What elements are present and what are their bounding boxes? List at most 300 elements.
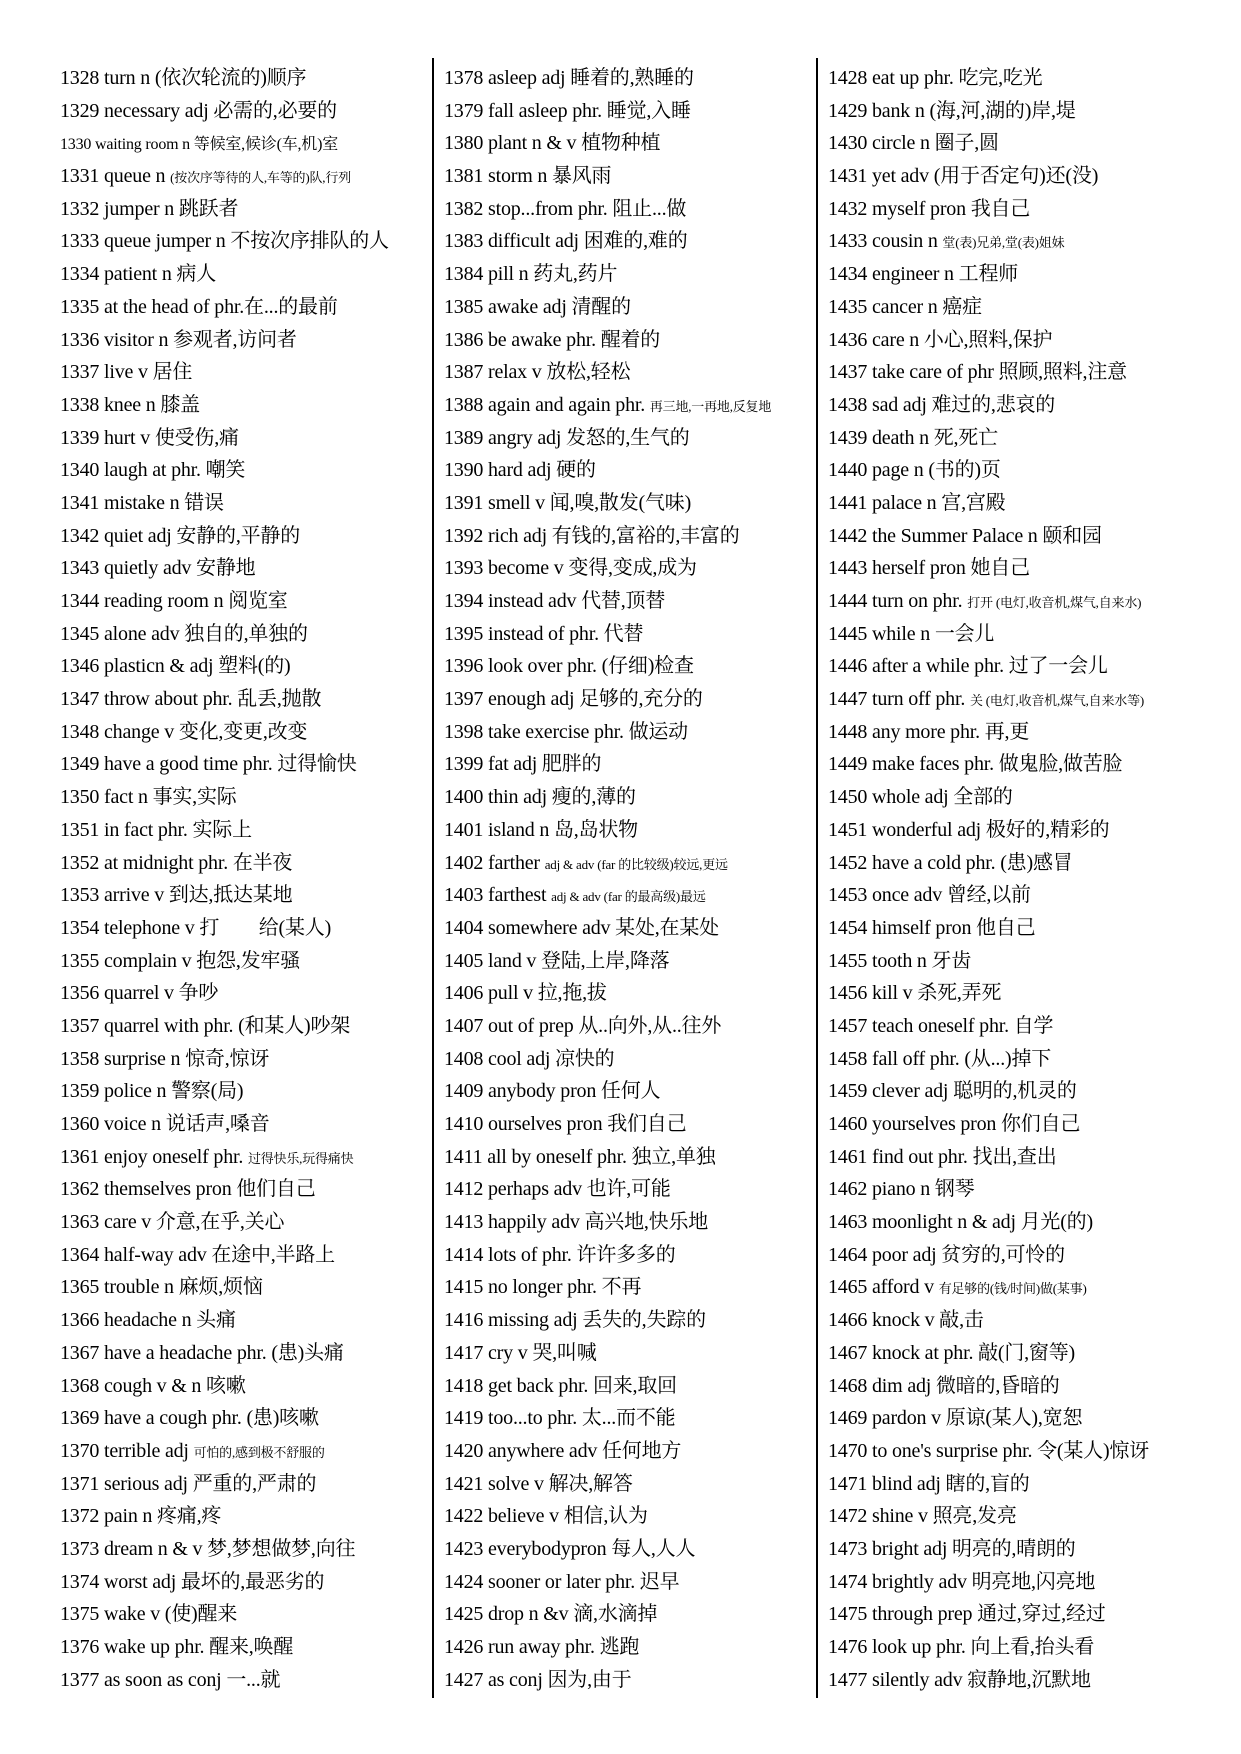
- vocab-entry: [444, 1010, 824, 1043]
- vocab-entry-text: 1419 too...to phr. 太...而不能: [444, 1407, 676, 1430]
- vocab-entry: [444, 127, 824, 160]
- vocab-column-1: [60, 62, 440, 1696]
- vocab-entry: [444, 291, 824, 324]
- vocab-entry: [60, 814, 440, 847]
- vocab-entry-text: 1406 pull v 拉,拖,拔: [444, 982, 607, 1005]
- vocab-entry: [828, 1500, 1208, 1533]
- vocab-entry: [828, 160, 1208, 193]
- vocab-entry: [60, 879, 440, 912]
- vocab-entry-text: 1329 necessary adj 必需的,必要的: [60, 99, 337, 122]
- vocab-entry: [444, 1435, 824, 1468]
- vocab-entry: [60, 1271, 440, 1304]
- vocab-entry: [444, 225, 824, 258]
- vocab-entry-text: 1359 police n 警察(局): [60, 1080, 244, 1103]
- vocab-entry: [444, 1075, 824, 1108]
- vocab-entry-text: 1332 jumper n 跳跃者: [60, 197, 239, 220]
- vocab-entry-text: 1457 teach oneself phr. 自学: [828, 1014, 1054, 1037]
- vocab-entry: [828, 1631, 1208, 1664]
- vocab-entry-text: 1464 poor adj 贫穷的,可怜的: [828, 1243, 1065, 1266]
- vocab-entry: [60, 1141, 440, 1174]
- vocab-entry: [60, 683, 440, 716]
- vocab-entry-text: 1418 get back phr. 回来,取回: [444, 1374, 677, 1397]
- vocab-entry-text: 1394 instead adv 代替,顶替: [444, 590, 666, 612]
- vocab-entry-text: 1356 quarrel v 争吵: [60, 982, 219, 1005]
- vocab-entry-text: 1458 fall off phr. (从...)掉下: [828, 1047, 1052, 1070]
- vocab-entry-text: 1376 wake up phr. 醒来,唤醒: [60, 1636, 294, 1658]
- vocab-entry-text: 1337 live v 居住: [60, 361, 193, 384]
- vocab-entry: [828, 258, 1208, 291]
- vocab-entry-text: 1366 headache n 头痛: [60, 1309, 236, 1332]
- vocab-entry-text: 1347 throw about phr. 乱丢,抛散: [60, 688, 322, 711]
- vocab-entry: [60, 1304, 440, 1337]
- vocab-entry: [828, 193, 1208, 226]
- vocab-entry-text: 1351 in fact phr. 实际上: [60, 818, 252, 841]
- vocab-entry: [444, 1533, 824, 1566]
- vocab-entry: [444, 1173, 824, 1206]
- vocab-entry: [444, 1141, 824, 1174]
- vocab-entry: [60, 585, 440, 618]
- vocab-entry: [60, 225, 440, 258]
- vocab-entry: [60, 258, 440, 291]
- vocab-entry: [60, 1239, 440, 1272]
- vocab-entry-text: 1416 missing adj 丢失的,失踪的: [444, 1309, 706, 1332]
- vocab-entry: [444, 618, 824, 651]
- vocab-entry-text: 1345 alone adv 独自的,单独的: [60, 622, 308, 645]
- vocab-entry: [828, 1173, 1208, 1206]
- vocab-entry: [60, 716, 440, 749]
- vocab-entry: [60, 748, 440, 781]
- vocab-entry-text: 1358 surprise n 惊奇,惊讶: [60, 1047, 270, 1070]
- vocab-entry-text: 1377 as soon as conj 一...就: [60, 1668, 281, 1691]
- vocab-entry: [444, 683, 824, 716]
- vocab-entry-text: 1374 worst adj 最坏的,最恶劣的: [60, 1570, 325, 1593]
- vocab-entry: [60, 1043, 440, 1076]
- vocab-entry-text: 1443 herself pron 她自己: [828, 557, 1030, 580]
- vocab-entry-text: 1437 take care of phr 照顾,照料,注意: [828, 361, 1127, 384]
- vocab-entry-text: 1335 at the head of phr.在...的最前: [60, 295, 338, 318]
- vocab-entry-text: 1431 yet adv (用于否定句)还(没): [828, 165, 1099, 188]
- vocab-entry-text: 1360 voice n 说话声,嗓音: [60, 1113, 270, 1135]
- vocab-entry: [444, 160, 824, 193]
- vocab-entry-text: 1444 turn on phr.: [828, 590, 968, 612]
- vocab-entry-text: 1397 enough adj 足够的,充分的: [444, 688, 703, 711]
- vocab-entry: [444, 324, 824, 357]
- vocab-entry-text: 1363 care v 介意,在乎,关心: [60, 1211, 285, 1234]
- vocab-entry-text: 1411 all by oneself phr. 独立,单独: [444, 1145, 716, 1168]
- vocab-entry-text: 1355 complain v 抱怨,发牢骚: [60, 949, 301, 972]
- vocab-entry: [828, 454, 1208, 487]
- vocab-entry-text: 1399 fat adj 肥胖的: [444, 753, 602, 776]
- vocab-entry-text: 1432 myself pron 我自己: [828, 197, 1031, 220]
- vocab-entry-text: 1442 the Summer Palace n 颐和园: [828, 524, 1102, 547]
- vocab-entry-text: 1331 queue n: [60, 165, 171, 188]
- vocab-entry-text: 1368 cough v & n 咳嗽: [60, 1374, 246, 1397]
- vocab-entry-text: 1390 hard adj 硬的: [444, 459, 596, 482]
- vocab-entry: [60, 160, 440, 193]
- vocab-entry-text: 1342 quiet adj 安静的,平静的: [60, 524, 301, 547]
- vocab-entry-text: 1348 change v 变化,变更,改变: [60, 720, 308, 743]
- vocab-entry: [828, 1402, 1208, 1435]
- vocab-entry-text: 1423 everybodypron 每人,人人: [444, 1537, 696, 1560]
- vocab-entry-text: 1466 knock v 敲,击: [828, 1309, 984, 1332]
- vocab-entry: [444, 1402, 824, 1435]
- vocab-entry: [444, 95, 824, 128]
- vocab-entry-text: 1384 pill n 药丸,药片: [444, 263, 618, 286]
- vocab-entry: [60, 650, 440, 683]
- vocab-entry-text: 1392 rich adj 有钱的,富裕的,丰富的: [444, 524, 740, 547]
- vocab-entry-text: 1402 farther: [444, 851, 545, 874]
- vocab-entry: [444, 847, 824, 880]
- vocab-entry: [60, 912, 440, 945]
- vocab-entry-text: 1379 fall asleep phr. 睡觉,入睡: [444, 99, 691, 122]
- vocab-entry-text: 1398 take exercise phr. 做运动: [444, 720, 688, 743]
- vocab-entry-text: 1449 make faces phr. 做鬼脸,做苦脸: [828, 753, 1123, 776]
- vocab-entry-text: 1429 bank n (海,河,湖的)岸,堤: [828, 99, 1076, 122]
- vocab-entry-text: 1404 somewhere adv 某处,在某处: [444, 916, 719, 939]
- vocab-entry: [444, 487, 824, 520]
- vocab-entry-text: 1350 fact n 事实,实际: [60, 786, 237, 809]
- vocab-entry-text: 1389 angry adj 发怒的,生气的: [444, 426, 690, 449]
- vocab-entry: [444, 977, 824, 1010]
- vocab-entry: [444, 193, 824, 226]
- vocab-entry-text: 1354 telephone v 打 给(某人): [60, 916, 332, 939]
- vocab-entry: [828, 1271, 1208, 1304]
- vocab-entry-text: 1430 circle n 圈子,圆: [828, 132, 999, 155]
- vocab-entry: [828, 1337, 1208, 1370]
- vocab-entry: [60, 1631, 440, 1664]
- vocab-entry: [444, 454, 824, 487]
- vocab-entry-text: 1334 patient n 病人: [60, 263, 217, 286]
- vocab-entry: [444, 520, 824, 553]
- vocab-entry: [60, 618, 440, 651]
- vocab-entry-text: 1433 cousin n: [828, 230, 943, 253]
- vocab-entry: [444, 814, 824, 847]
- vocab-entry: [444, 1108, 824, 1141]
- vocab-entry-text: 1409 anybody pron 任何人: [444, 1080, 661, 1103]
- vocab-entry-text: 1403 farthest: [444, 884, 552, 907]
- vocab-entry: [828, 1533, 1208, 1566]
- vocab-entry: [60, 127, 440, 160]
- vocab-entry-text: 1343 quietly adv 安静地: [60, 557, 256, 580]
- vocab-entry-text: 1440 page n (书的)页: [828, 459, 1001, 482]
- vocab-entry-text: 1450 whole adj 全部的: [828, 786, 1013, 809]
- vocab-entry: [828, 879, 1208, 912]
- vocab-entry-text: 1445 while n 一会儿: [828, 622, 995, 645]
- vocab-entry-text: 1352 at midnight phr. 在半夜: [60, 851, 293, 874]
- vocab-entry: [444, 1206, 824, 1239]
- vocab-entry-text: 1465 afford v: [828, 1276, 939, 1299]
- vocab-entry: [60, 1337, 440, 1370]
- vocab-entry-text: 1421 solve v 解决,解答: [444, 1472, 633, 1495]
- vocab-entry-text: 1475 through prep 通过,穿过,经过: [828, 1603, 1106, 1626]
- vocab-entry-text: 1425 drop n &v 滴,水滴掉: [444, 1603, 658, 1626]
- vocab-entry: [828, 1370, 1208, 1403]
- vocab-entry: [444, 1468, 824, 1501]
- vocab-entry-text: 1357 quarrel with phr. (和某人)吵架: [60, 1014, 351, 1037]
- vocab-entry: [60, 291, 440, 324]
- vocab-entry-text: 1447 turn off phr.: [828, 688, 970, 711]
- vocab-entry-text: 1441 palace n 宫,宫殿: [828, 491, 1006, 514]
- vocab-entry: [60, 847, 440, 880]
- vocab-entry: [444, 1598, 824, 1631]
- vocab-entry-note: adj & adv (far 的最高级)最远: [551, 889, 706, 905]
- vocab-entry: [828, 847, 1208, 880]
- vocab-entry: [60, 1206, 440, 1239]
- vocab-entry-note: 堂(表)兄弟,堂(表)姐妹: [942, 235, 1065, 251]
- vocab-entry-note: 打开 (电灯,收音机,煤气,自来水): [967, 595, 1142, 610]
- vocab-entry-text: 1341 mistake n 错误: [60, 491, 224, 514]
- vocab-entry-text: 1454 himself pron 他自己: [828, 916, 1036, 939]
- vocab-entry: [828, 324, 1208, 357]
- vocab-entry: [60, 324, 440, 357]
- vocab-entry-text: 1446 after a while phr. 过了一会儿: [828, 655, 1108, 678]
- vocab-entry: [444, 62, 824, 95]
- vocab-entry: [828, 912, 1208, 945]
- vocab-entry-text: 1428 eat up phr. 吃完,吃光: [828, 67, 1043, 89]
- vocab-entry-text: 1373 dream n & v 梦,梦想做梦,向往: [60, 1537, 356, 1560]
- vocab-entry: [828, 1108, 1208, 1141]
- vocab-entry: [60, 1500, 440, 1533]
- vocab-entry: [828, 748, 1208, 781]
- vocab-entry: [828, 127, 1208, 160]
- vocab-entry-text: 1412 perhaps adv 也许,可能: [444, 1178, 671, 1201]
- vocab-entry-text: 1387 relax v 放松,轻松: [444, 361, 631, 384]
- vocab-entry: [444, 650, 824, 683]
- vocab-entry: [60, 1664, 440, 1697]
- vocab-entry: [828, 62, 1208, 95]
- vocab-entry: [444, 912, 824, 945]
- vocab-entry-text: 1460 yourselves pron 你们自己: [828, 1113, 1081, 1135]
- vocab-entry-text: 1383 difficult adj 困难的,难的: [444, 230, 688, 253]
- vocab-entry-text: 1436 care n 小心,照料,保护: [828, 328, 1053, 351]
- vocab-entry-text: 1344 reading room n 阅览室: [60, 590, 288, 612]
- vocab-entry-text: 1375 wake v (使)醒来: [60, 1603, 238, 1626]
- vocab-entry-text: 1405 land v 登陆,上岸,降落: [444, 949, 670, 972]
- vocab-entry: [444, 1239, 824, 1272]
- vocab-entry-text: 1459 clever adj 聪明的,机灵的: [828, 1080, 1077, 1103]
- vocab-entry-text: 1453 once adv 曾经,以前: [828, 884, 1031, 907]
- vocab-entry: [60, 389, 440, 422]
- vocab-entry-text: 1410 ourselves pron 我们自己: [444, 1113, 687, 1135]
- vocab-entry-text: 1414 lots of phr. 许许多多的: [444, 1243, 676, 1266]
- vocab-column-2: [444, 62, 824, 1696]
- vocab-entry: [828, 1468, 1208, 1501]
- vocab-entry-text: 1381 storm n 暴风雨: [444, 165, 612, 188]
- vocab-entry: [828, 356, 1208, 389]
- vocab-entry-text: 1401 island n 岛,岛状物: [444, 818, 638, 841]
- vocab-entry: [828, 977, 1208, 1010]
- vocab-entry: [444, 1566, 824, 1599]
- vocab-entry-note: adj & adv (far 的比较级)较远,更远: [544, 856, 728, 872]
- vocab-entry-text: 1400 thin adj 瘦的,薄的: [444, 786, 636, 809]
- vocab-entry: [444, 552, 824, 585]
- vocab-entry: [444, 781, 824, 814]
- vocab-entry: [60, 1075, 440, 1108]
- vocab-entry-text: 1349 have a good time phr. 过得愉快: [60, 753, 357, 776]
- vocab-entry-text: 1451 wonderful adj 极好的,精彩的: [828, 818, 1110, 841]
- vocab-column-3: [828, 62, 1208, 1696]
- vocab-entry: [60, 552, 440, 585]
- vocab-entry-note: 可怕的,感到极不舒服的: [193, 1444, 325, 1460]
- vocab-entry: [444, 1271, 824, 1304]
- vocab-entry-text: 1472 shine v 照亮,发亮: [828, 1505, 1017, 1528]
- vocab-entry-text: 1470 to one's surprise phr. 令(某人)惊讶: [828, 1439, 1150, 1462]
- vocab-entry: [60, 422, 440, 455]
- vocab-entry: [444, 585, 824, 618]
- vocab-entry: [60, 1566, 440, 1599]
- vocab-entry: [828, 945, 1208, 978]
- vocab-entry: [60, 1402, 440, 1435]
- vocab-entry-text: 1477 silently adv 寂静地,沉默地: [828, 1668, 1091, 1691]
- vocab-entry-text: 1361 enjoy oneself phr.: [60, 1145, 248, 1168]
- vocab-entry: [828, 487, 1208, 520]
- vocab-entry-text: 1371 serious adj 严重的,严肃的: [60, 1472, 317, 1495]
- vocab-entry: [60, 1468, 440, 1501]
- vocab-entry-text: 1415 no longer phr. 不再: [444, 1276, 642, 1299]
- vocab-entry: [444, 1631, 824, 1664]
- vocab-entry: [828, 1598, 1208, 1631]
- vocab-entry-text: 1330 waiting room n 等候室,候诊(车,机)室: [60, 136, 339, 154]
- vocab-entry-text: 1328 turn n (依次轮流的)顺序: [60, 67, 307, 89]
- vocab-entry: [828, 1206, 1208, 1239]
- vocab-entry: [444, 356, 824, 389]
- vocab-entry: [828, 1239, 1208, 1272]
- vocab-entry-text: 1339 hurt v 使受伤,痛: [60, 426, 239, 449]
- vocab-entry: [60, 1533, 440, 1566]
- vocab-entry-text: 1346 plasticn & adj 塑料(的): [60, 655, 291, 678]
- vocab-entry: [60, 487, 440, 520]
- vocab-entry: [828, 389, 1208, 422]
- vocab-entry: [60, 1108, 440, 1141]
- vocab-entry-text: 1396 look over phr. (仔细)检查: [444, 655, 694, 678]
- vocab-entry: [828, 1043, 1208, 1076]
- vocab-entry: [444, 879, 824, 912]
- vocab-entry-text: 1369 have a cough phr. (患)咳嗽: [60, 1407, 319, 1430]
- vocab-entry: [828, 95, 1208, 128]
- vocab-entry: [444, 1370, 824, 1403]
- vocab-entry-text: 1365 trouble n 麻烦,烦恼: [60, 1276, 263, 1299]
- vocab-entry-text: 1420 anywhere adv 任何地方: [444, 1439, 682, 1462]
- vocab-entry: [60, 520, 440, 553]
- vocab-entry-note: 关 (电灯,收音机,煤气,自来水等): [969, 693, 1144, 709]
- vocab-entry-text: 1367 have a headache phr. (患)头痛: [60, 1341, 344, 1364]
- vocab-entry: [60, 781, 440, 814]
- vocab-entry: [60, 454, 440, 487]
- vocab-entry-text: 1378 asleep adj 睡着的,熟睡的: [444, 67, 694, 89]
- vocab-entry: [828, 716, 1208, 749]
- vocab-entry-text: 1463 moonlight n & adj 月光(的): [828, 1211, 1093, 1234]
- vocab-entry: [444, 1304, 824, 1337]
- vocab-entry: [828, 781, 1208, 814]
- vocab-entry: [828, 1664, 1208, 1697]
- vocab-entry-text: 1362 themselves pron 他们自己: [60, 1178, 316, 1201]
- vocab-entry: [60, 356, 440, 389]
- vocab-entry-text: 1439 death n 死,死亡: [828, 426, 998, 449]
- vocab-entry: [60, 1173, 440, 1206]
- vocab-entry-text: 1407 out of prep 从..向外,从..往外: [444, 1014, 722, 1037]
- vocab-entry-text: 1448 any more phr. 再,更: [828, 720, 1030, 743]
- vocab-entry: [828, 585, 1208, 618]
- vocab-entry-text: 1386 be awake phr. 醒着的: [444, 328, 661, 351]
- vocab-entry-text: 1408 cool adj 凉快的: [444, 1047, 615, 1070]
- vocab-entry-text: 1476 look up phr. 向上看,抬头看: [828, 1636, 1095, 1658]
- vocab-entry-text: 1456 kill v 杀死,弄死: [828, 982, 1002, 1005]
- vocab-entry-text: 1424 sooner or later phr. 迟早: [444, 1570, 680, 1593]
- vocab-entry: [828, 1566, 1208, 1599]
- vocab-entry: [828, 1435, 1208, 1468]
- vocab-entry-text: 1364 half-way adv 在途中,半路上: [60, 1243, 335, 1266]
- vocab-entry: [444, 422, 824, 455]
- vocab-entry: [60, 1370, 440, 1403]
- vocab-entry-text: 1413 happily adv 高兴地,快乐地: [444, 1211, 709, 1234]
- vocab-entry: [444, 1500, 824, 1533]
- vocab-entry-text: 1468 dim adj 微暗的,昏暗的: [828, 1374, 1060, 1397]
- vocab-entry-text: 1333 queue jumper n 不按次序排队的人: [60, 230, 389, 253]
- vocab-entry: [828, 683, 1208, 716]
- vocab-entry: [828, 1075, 1208, 1108]
- vocab-entry-text: 1336 visitor n 参观者,访问者: [60, 328, 297, 351]
- vocab-entry-text: 1391 smell v 闻,嗅,散发(气味): [444, 491, 692, 514]
- vocab-entry: [60, 62, 440, 95]
- vocab-entry: [828, 520, 1208, 553]
- vocab-entry: [444, 945, 824, 978]
- vocab-entry: [444, 258, 824, 291]
- vocab-entry: [828, 650, 1208, 683]
- vocab-entry-text: 1473 bright adj 明亮的,晴朗的: [828, 1537, 1076, 1560]
- vocab-entry-text: 1338 knee n 膝盖: [60, 393, 200, 416]
- vocab-entry: [60, 977, 440, 1010]
- vocab-entry-text: 1422 believe v 相信,认为: [444, 1505, 648, 1528]
- vocab-entry: [828, 618, 1208, 651]
- vocab-entry-text: 1388 again and again phr.: [444, 393, 650, 416]
- vocab-entry: [60, 193, 440, 226]
- vocab-entry: [828, 552, 1208, 585]
- vocab-entry: [444, 716, 824, 749]
- vocab-entry-text: 1474 brightly adv 明亮地,闪亮地: [828, 1570, 1096, 1593]
- vocab-entry-text: 1434 engineer n 工程师: [828, 263, 1019, 286]
- vocab-entry-text: 1455 tooth n 牙齿: [828, 949, 972, 972]
- vocab-entry: [444, 1337, 824, 1370]
- vocab-entry: [60, 945, 440, 978]
- vocab-entry-text: 1380 plant n & v 植物种植: [444, 132, 661, 155]
- vocab-entry: [60, 1598, 440, 1631]
- vocab-entry-note: 再三地,一再地,反复地: [649, 398, 772, 414]
- vocab-entry-text: 1372 pain n 疼痛,疼: [60, 1505, 222, 1528]
- vocab-entry-text: 1385 awake adj 清醒的: [444, 295, 631, 318]
- vocab-entry-text: 1462 piano n 钢琴: [828, 1178, 975, 1201]
- vocab-entry-text: 1353 arrive v 到达,抵达某地: [60, 884, 293, 907]
- vocab-entry-text: 1452 have a cold phr. (患)感冒: [828, 851, 1073, 874]
- vocab-entry-text: 1435 cancer n 癌症: [828, 295, 982, 318]
- vocab-entry-text: 1427 as conj 因为,由于: [444, 1668, 632, 1691]
- vocab-entry: [828, 225, 1208, 258]
- vocab-entry-text: 1426 run away phr. 逃跑: [444, 1636, 640, 1658]
- vocab-entry: [60, 1435, 440, 1468]
- vocab-entry: [60, 95, 440, 128]
- vocab-entry: [828, 1141, 1208, 1174]
- vocab-entry-text: 1370 terrible adj: [60, 1439, 194, 1462]
- vocab-entry: [444, 389, 824, 422]
- vocab-entry-text: 1438 sad adj 难过的,悲哀的: [828, 393, 1056, 416]
- vocab-entry: [828, 814, 1208, 847]
- vocab-entry-text: 1382 stop...from phr. 阻止...做: [444, 197, 687, 220]
- vocab-entry-text: 1340 laugh at phr. 嘲笑: [60, 459, 246, 482]
- vocab-entry: [444, 1664, 824, 1697]
- vocab-entry: [828, 1304, 1208, 1337]
- vocab-entry-text: 1469 pardon v 原谅(某人),宽恕: [828, 1407, 1083, 1430]
- vocab-entry-note: (按次序等待的人,车等的)队,行列: [170, 170, 351, 186]
- vocab-entry: [60, 1010, 440, 1043]
